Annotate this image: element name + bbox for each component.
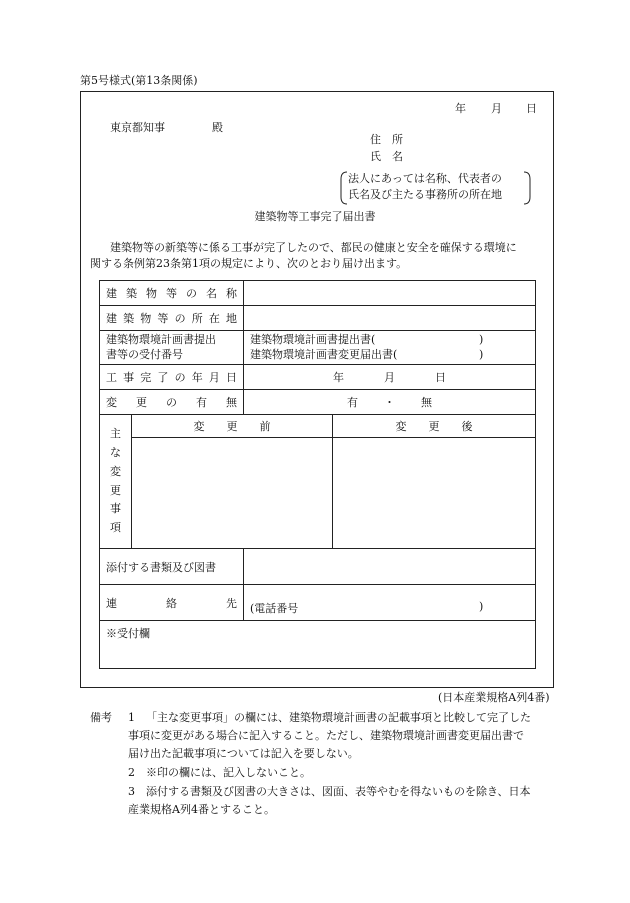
intro-line-2: 関する条例第23条第1項の規定により、次のとおり届け出ます。 (90, 257, 408, 270)
after-change-header: 変 更 後 (333, 415, 536, 438)
plan-number-label-line2: 書等の受付番号 (106, 347, 183, 361)
attachments-label: 添付する書類及び図書 (100, 549, 244, 585)
plan-number-label-line1: 建築物環境計画書提出 (106, 332, 216, 346)
remark-1-line2: 事項に変更がある場合に記入すること。ただし、建築物環境計画書変更届出書で (128, 729, 524, 742)
completion-date-field[interactable]: 年 月 日 (244, 365, 536, 390)
addressee-name: 東京都知事 (110, 121, 165, 134)
document-title: 建築物等工事完了届出書 (254, 210, 376, 223)
row-building-name (100, 281, 536, 306)
remark-1-line1: 「主な変更事項」の欄には、建築物環境計画書の記載事項と比較して完了した (146, 711, 531, 724)
remark-3-line1: 添付する書類及び図書の大きさは、図面、表等やむを得ないものを除き、日本 (146, 785, 531, 798)
date-month: 月 (491, 102, 502, 115)
before-change-field[interactable] (132, 438, 333, 549)
contact-label: 連絡先 (100, 585, 244, 621)
phone-line: (電話番号 ) (250, 600, 484, 615)
date-year: 年 (455, 102, 466, 115)
building-name-label: 建築物等の名称 (100, 281, 244, 306)
corp-note-line2: 氏名及び主たる事務所の所在地 (348, 188, 502, 201)
plan-change-line: 建築物環境計画書変更届出書( ) (250, 347, 484, 361)
remark-2-number: 2 (128, 766, 135, 779)
completion-date-label: 工事完了の年月日 (100, 365, 244, 390)
row-contact (100, 585, 536, 621)
contact-field[interactable] (244, 585, 536, 621)
building-name-field[interactable] (244, 281, 536, 306)
corp-note-right-bracket (523, 171, 531, 205)
address-label: 住 所 (370, 133, 403, 146)
before-change-header: 変 更 前 (132, 415, 333, 438)
change-existence-field[interactable]: 有 ・ 無 (244, 390, 536, 415)
change-existence-label: 変更の有無 (100, 390, 244, 415)
row-attachments (100, 549, 536, 585)
row-plan-number (100, 331, 536, 365)
remark-3-line2: 産業規格A列4番とすること。 (128, 803, 275, 816)
remark-2-line1: ※印の欄には、記入しないこと。 (146, 766, 311, 779)
date-day: 日 (526, 102, 537, 115)
corp-note-line1: 法人にあっては名称、代表者の (348, 172, 502, 185)
corp-note-left-bracket (340, 171, 348, 205)
reception-field: ※受付欄 (100, 621, 536, 669)
remark-3-number: 3 (128, 785, 135, 798)
remark-1-number: 1 (128, 711, 135, 724)
row-main-changes-header (100, 415, 536, 438)
remark-1-line3: 届け出た記載事項については記入を要しない。 (128, 747, 359, 760)
attachments-field[interactable] (244, 549, 536, 585)
row-building-location (100, 306, 536, 331)
row-completion-date (100, 365, 536, 390)
remarks-heading: 備考 (90, 711, 112, 724)
intro-line-1: 建築物等の新築等に係る工事が完了したので、都民の健康と安全を確保する環境に (110, 241, 517, 254)
building-location-field[interactable] (244, 306, 536, 331)
row-reception (100, 621, 536, 669)
addressee-honorific: 殿 (212, 121, 223, 134)
form-number: 第5号様式(第13条関係) (80, 74, 198, 87)
after-change-field[interactable] (333, 438, 536, 549)
plan-number-field[interactable] (244, 331, 536, 365)
completion-form-table (99, 280, 536, 669)
building-location-label: 建築物等の所在地 (100, 306, 244, 331)
paper-standard-note: (日本産業規格A列4番) (438, 691, 550, 704)
plan-submit-line: 建築物環境計画書提出書( ) (250, 332, 484, 346)
row-change-existence (100, 390, 536, 415)
main-changes-label: 主 な 変 更 事 項 (100, 415, 132, 549)
row-main-changes-body (100, 438, 536, 549)
plan-number-label (100, 331, 244, 365)
name-label: 氏 名 (370, 150, 403, 163)
